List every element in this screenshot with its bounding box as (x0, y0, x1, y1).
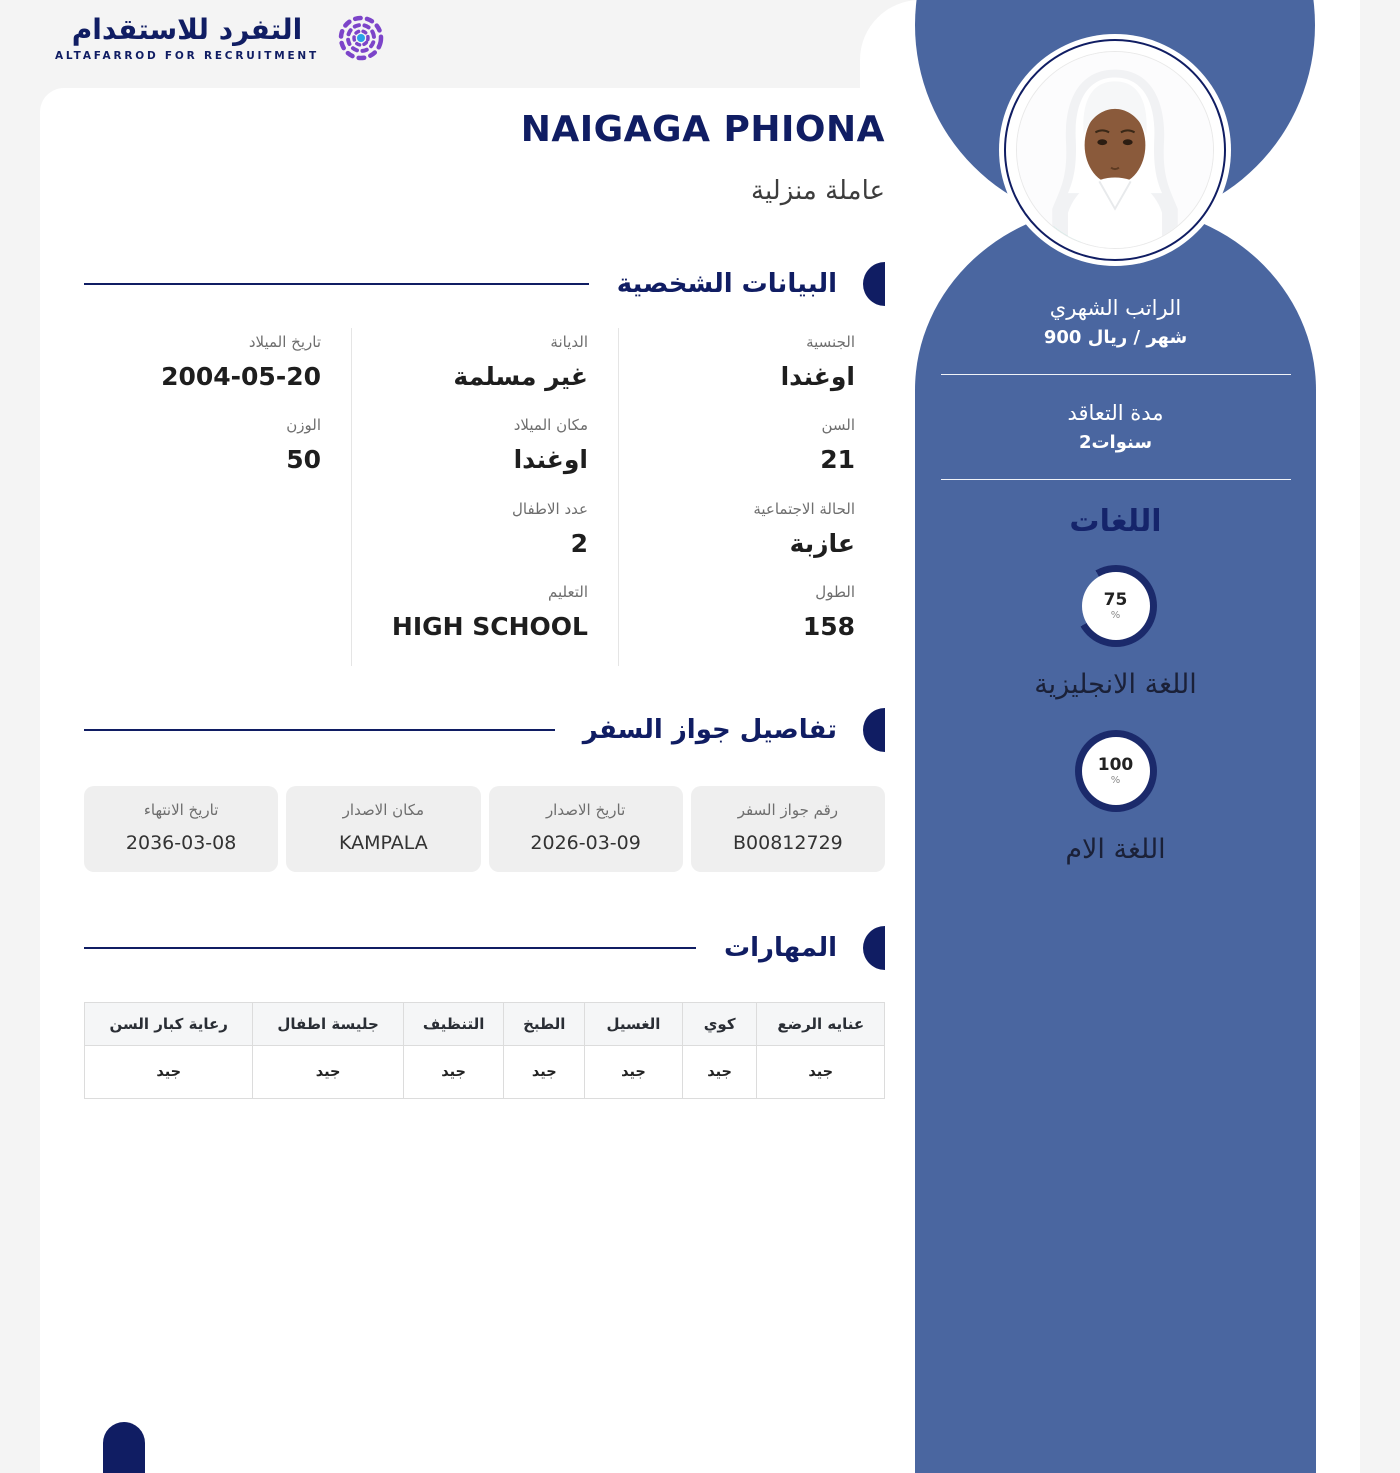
skills-header-laundry: الغسيل (584, 1003, 682, 1046)
skills-table (84, 1002, 885, 1099)
personal-column-3 (84, 328, 351, 666)
mother-tongue-progress-ring (1075, 730, 1157, 812)
field-religion (362, 332, 588, 394)
field-label: الجنسية (806, 332, 855, 351)
candidate-name: NAIGAGA PHIONA (520, 109, 885, 150)
field-value: HIGH SCHOOL (391, 612, 588, 642)
field-value: غير مسلمة (453, 361, 588, 391)
card-label: مكان الاصدار (342, 800, 425, 819)
section-line (84, 729, 555, 731)
field-birthdate (94, 332, 321, 394)
languages-title: اللغات (1069, 504, 1162, 539)
skills-value-infant-care: جيد (756, 1046, 884, 1098)
english-progress-core (1082, 572, 1150, 640)
main-content (84, 88, 885, 1099)
field-value: اوغندا (513, 445, 588, 475)
half-circle-bullet-icon (863, 926, 885, 970)
mother-tongue-progress-core (1082, 737, 1150, 805)
field-label: التعليم (548, 583, 588, 602)
salary-value: 900 ريال / شهر (1043, 327, 1188, 348)
contract-duration-label: مدة التعاقد (1067, 401, 1164, 425)
field-label: الطول (815, 583, 855, 602)
profile-photo (1016, 51, 1214, 249)
personal-column-2 (351, 328, 618, 666)
field-height (629, 582, 855, 644)
card-value: 2026-03-09 (530, 831, 641, 854)
sidebar (915, 0, 1316, 1473)
skills-value-ironing: جيد (682, 1046, 757, 1098)
field-age (629, 415, 855, 477)
footer-pill-decoration (103, 1422, 145, 1473)
agency-title-arabic: التفرد للاستقدام (71, 12, 303, 46)
personal-column-1 (618, 328, 885, 666)
field-label: الحالة الاجتماعية (753, 499, 855, 518)
field-value: عازبة (789, 528, 855, 558)
section-line (84, 283, 589, 285)
field-label: مكان الميلاد (513, 416, 588, 435)
skills-value-cooking: جيد (503, 1046, 584, 1098)
card-value: 2036-03-08 (125, 831, 237, 854)
skills-header-elderly-care: رعاية كبار السن (85, 1003, 252, 1046)
agency-logo (55, 10, 389, 66)
skills-section-title: المهارات (723, 932, 837, 963)
percent-sign: % (1110, 609, 1121, 621)
dotted-spiral-icon (333, 10, 389, 66)
field-label: تاريخ الميلاد (248, 332, 321, 351)
field-value: 50 (286, 445, 321, 475)
card-label: تاريخ الانتهاء (143, 800, 219, 819)
skills-value-elderly-care: جيد (156, 1063, 182, 1080)
field-nationality (629, 332, 855, 394)
field-children-count (362, 499, 588, 561)
percent-sign: % (1110, 774, 1121, 786)
mother-tongue-percent-value: 100 (1097, 754, 1134, 775)
field-value: 2 (570, 528, 588, 558)
skills-value-cleaning: جيد (403, 1046, 504, 1098)
skills-header-babysitting: جليسة اطفال (252, 1003, 402, 1046)
field-value: 21 (820, 445, 855, 475)
mother-tongue-language-label: اللغة الام (1065, 834, 1166, 865)
agency-title-english: ALTAFARROD FOR RECRUITMENT (55, 50, 319, 63)
skills-value-laundry: جيد (584, 1046, 682, 1098)
passport-section-header (84, 708, 885, 752)
profile-photo-frame (999, 34, 1231, 266)
section-line (84, 947, 696, 949)
field-value: اوغندا (780, 361, 855, 391)
field-label: عدد الاطفال (512, 499, 588, 518)
personal-data-section-title: البيانات الشخصية (616, 268, 837, 299)
field-education (362, 582, 588, 644)
passport-expiry-date-card (84, 786, 278, 872)
card-label: رقم جواز السفر (737, 800, 839, 819)
skills-header-cooking: الطبخ (503, 1003, 584, 1046)
passport-issue-date-card (489, 786, 683, 872)
field-value: 158 (802, 612, 855, 642)
agency-logo-text (55, 14, 319, 62)
sidebar-divider (941, 479, 1291, 480)
skills-header-ironing: كوي (682, 1003, 757, 1046)
contract-duration-value: 2سنوات (1078, 432, 1153, 453)
english-progress-ring (1075, 565, 1157, 647)
skills-header-infant-care: عنايه الرضع (756, 1003, 884, 1046)
field-label: السن (821, 416, 855, 435)
sidebar-divider (941, 374, 1291, 375)
half-circle-bullet-icon (863, 262, 885, 306)
field-value: 2004-05-20 (161, 361, 321, 391)
field-birthplace (362, 415, 588, 477)
field-label: الوزن (286, 416, 321, 435)
field-label: الديانة (550, 332, 588, 351)
skills-header-cleaning: التنظيف (403, 1003, 504, 1046)
job-title: عاملة منزلية (751, 175, 885, 206)
personal-data-section-header (84, 262, 885, 306)
passport-number-card (691, 786, 885, 872)
card-label: تاريخ الاصدار (545, 800, 626, 819)
skills-value-babysitting: جيد (252, 1046, 402, 1098)
salary-label: الراتب الشهري (1049, 296, 1182, 320)
half-circle-bullet-icon (863, 708, 885, 752)
passport-section-title: تفاصيل جواز السفر (582, 714, 837, 745)
passport-cards (84, 786, 885, 872)
english-language-label: اللغة الانجليزية (1034, 669, 1197, 700)
field-marital-status (629, 499, 855, 561)
card-value: B00812729 (733, 831, 843, 854)
field-weight (94, 415, 321, 477)
english-percent-value: 75 (1103, 589, 1128, 610)
personal-data-grid (84, 328, 885, 666)
passport-issue-place-card (286, 786, 480, 872)
skills-section-header (84, 926, 885, 970)
card-value: KAMPALA (338, 831, 428, 854)
sidebar-content (915, 296, 1316, 865)
